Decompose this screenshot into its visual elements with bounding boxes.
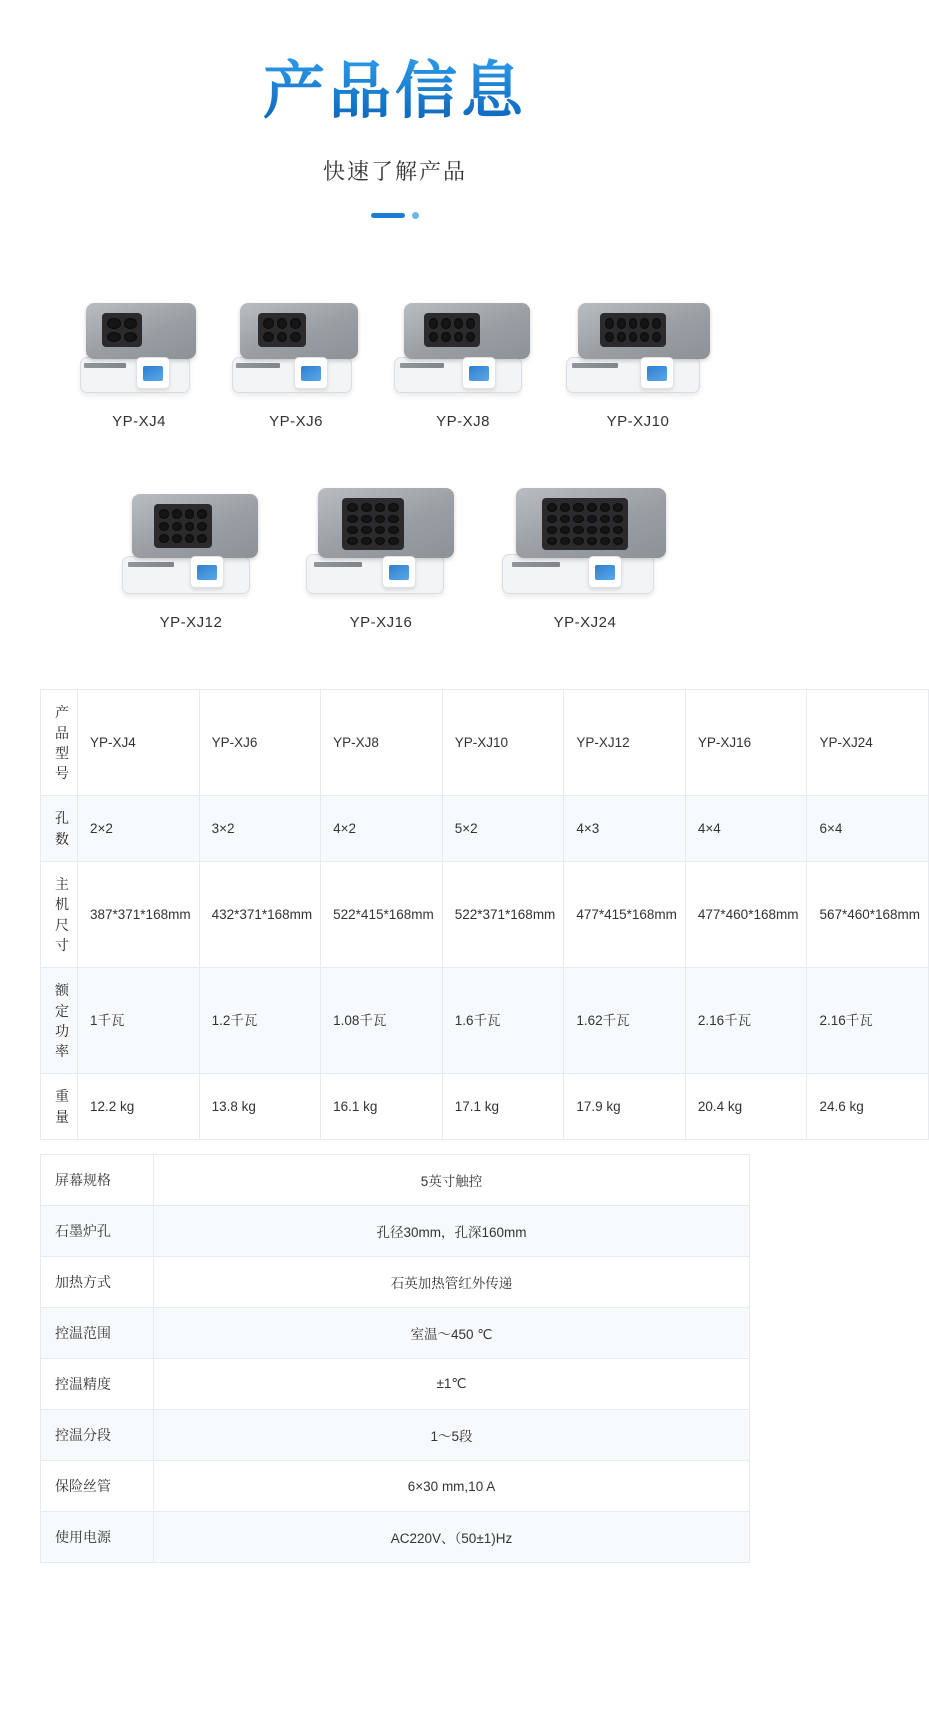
table-cell: YP-XJ16 [685, 690, 807, 796]
row-header: 控温范围 [41, 1308, 154, 1359]
row-header: 重量 [41, 1074, 78, 1140]
well-hole [454, 318, 463, 329]
table-row [41, 1359, 750, 1410]
table-cell: 432*371*168mm [199, 862, 321, 968]
well-hole [361, 515, 372, 523]
well-hole [547, 537, 557, 545]
well-hole [429, 318, 438, 329]
well-hole [605, 332, 614, 343]
well-hole [454, 332, 463, 343]
table-cell: 567*460*168mm [807, 862, 929, 968]
divider-dot-icon [412, 212, 419, 219]
model-comparison-table [40, 689, 929, 1140]
device-top-cover [516, 488, 666, 558]
well-hole [290, 318, 301, 329]
well-hole [347, 515, 358, 523]
well-hole [347, 503, 358, 511]
well-hole [466, 318, 475, 329]
well-hole [388, 515, 399, 523]
well-hole [107, 332, 121, 343]
well-hole [375, 515, 386, 523]
device-top-cover [318, 488, 454, 558]
table-row [41, 1461, 750, 1512]
table-row [41, 690, 929, 796]
device-well-plate [102, 313, 142, 347]
device-top-cover [86, 303, 196, 359]
well-hole [600, 526, 610, 534]
device-top-cover [240, 303, 358, 359]
well-hole [587, 503, 597, 511]
well-hole [547, 526, 557, 534]
table-cell: 2×2 [78, 796, 200, 862]
product-caption: YP-XJ8 [436, 413, 490, 431]
well-hole [547, 503, 557, 511]
well-hole [652, 332, 661, 343]
table-cell: 1.6千瓦 [442, 968, 564, 1074]
well-hole [172, 534, 182, 543]
table-row [41, 1257, 750, 1308]
well-hole [277, 332, 288, 343]
product-caption: YP-XJ16 [349, 614, 413, 632]
well-hole [587, 515, 597, 523]
device-brand-label [400, 363, 444, 368]
device-screen [301, 366, 320, 382]
well-hole [361, 503, 372, 511]
specification-tables [40, 689, 921, 1563]
device-control-panel [190, 556, 224, 588]
table-cell: 17.1 kg [442, 1074, 564, 1140]
product-item [388, 283, 538, 430]
well-hole [613, 526, 623, 534]
page-subtitle: 快速了解产品 [322, 159, 467, 185]
device-well-plate [542, 498, 628, 550]
device-image-yp-xj4 [74, 283, 204, 393]
product-item [116, 474, 266, 631]
table-cell: 4×4 [685, 796, 807, 862]
well-hole [600, 503, 610, 511]
device-brand-label [572, 363, 618, 368]
device-image-yp-xj6 [226, 283, 366, 393]
row-header: 加热方式 [41, 1257, 154, 1308]
well-hole [613, 515, 623, 523]
row-header: 使用电源 [41, 1512, 154, 1563]
table-row [41, 1410, 750, 1461]
well-hole [277, 318, 288, 329]
well-hole [263, 318, 274, 329]
table-cell: YP-XJ4 [78, 690, 200, 796]
device-well-plate [342, 498, 404, 550]
gallery-row-2 [0, 468, 790, 631]
table-cell: 4×3 [564, 796, 686, 862]
well-hole [617, 318, 626, 329]
table-cell: 477*460*168mm [685, 862, 807, 968]
table-cell: 20.4 kg [685, 1074, 807, 1140]
well-hole [172, 522, 182, 531]
table-cell: 1.2千瓦 [199, 968, 321, 1074]
common-specs-table [40, 1154, 750, 1563]
well-hole [652, 318, 661, 329]
well-hole [441, 332, 450, 343]
device-screen [469, 366, 488, 382]
well-hole [605, 318, 614, 329]
well-hole [263, 332, 274, 343]
device-control-panel [294, 357, 328, 389]
well-hole [172, 509, 182, 518]
table-cell: 5英寸触控 [154, 1155, 750, 1206]
device-screen [389, 565, 408, 581]
device-well-plate [424, 313, 480, 347]
well-hole [573, 503, 583, 511]
well-hole [587, 526, 597, 534]
row-header: 控温分段 [41, 1410, 154, 1461]
table-cell: 5×2 [442, 796, 564, 862]
device-image-yp-xj10 [560, 283, 716, 393]
device-base [306, 554, 444, 594]
row-header: 保险丝管 [41, 1461, 154, 1512]
well-hole [197, 534, 207, 543]
table-row [41, 862, 929, 968]
device-control-panel [462, 357, 496, 389]
well-hole [600, 515, 610, 523]
table-cell: 室温～450 ℃ [154, 1308, 750, 1359]
table-cell: 12.2 kg [78, 1074, 200, 1140]
well-hole [197, 509, 207, 518]
well-hole [573, 515, 583, 523]
table-cell: 522*415*168mm [321, 862, 443, 968]
product-item [560, 283, 716, 430]
device-brand-label [512, 562, 560, 567]
well-hole [388, 503, 399, 511]
well-hole [347, 526, 358, 534]
table-cell: 24.6 kg [807, 1074, 929, 1140]
row-header: 孔数 [41, 796, 78, 862]
table-cell: 3×2 [199, 796, 321, 862]
well-hole [361, 537, 372, 545]
table-cell: YP-XJ8 [321, 690, 443, 796]
table-cell: 1.62千瓦 [564, 968, 686, 1074]
well-hole [560, 526, 570, 534]
table-row [41, 1308, 750, 1359]
table-cell: 2.16千瓦 [807, 968, 929, 1074]
well-hole [388, 526, 399, 534]
table-cell: 4×2 [321, 796, 443, 862]
device-brand-label [84, 363, 126, 368]
well-hole [573, 537, 583, 545]
table-cell: 石英加热管红外传递 [154, 1257, 750, 1308]
well-hole [388, 537, 399, 545]
device-well-plate [600, 313, 666, 347]
well-hole [159, 534, 169, 543]
device-screen [595, 565, 614, 581]
gallery-row-1 [0, 283, 790, 430]
device-image-yp-xj12 [116, 474, 266, 594]
well-hole [466, 332, 475, 343]
table-row [41, 1074, 929, 1140]
product-item [300, 468, 462, 631]
device-screen [197, 565, 216, 581]
page-title: 产品信息 [0, 56, 790, 127]
table-cell: 孔径30mm，孔深160mm [154, 1206, 750, 1257]
well-hole [375, 503, 386, 511]
table-cell: YP-XJ12 [564, 690, 686, 796]
product-caption: YP-XJ4 [112, 413, 166, 431]
table-cell: 17.9 kg [564, 1074, 686, 1140]
table-cell: 1千瓦 [78, 968, 200, 1074]
device-image-yp-xj24 [496, 468, 674, 594]
table-cell: 1～5段 [154, 1410, 750, 1461]
product-item [226, 283, 366, 430]
device-control-panel [136, 357, 170, 389]
table-cell: AC220V、（50±1)Hz [154, 1512, 750, 1563]
row-header: 产品型号 [41, 690, 78, 796]
device-control-panel [382, 556, 416, 588]
well-hole [640, 318, 649, 329]
well-hole [441, 318, 450, 329]
well-hole [560, 515, 570, 523]
well-hole [587, 537, 597, 545]
table-cell: 13.8 kg [199, 1074, 321, 1140]
well-hole [375, 526, 386, 534]
well-hole [600, 537, 610, 545]
well-hole [159, 509, 169, 518]
well-hole [613, 503, 623, 511]
product-gallery [0, 283, 790, 631]
row-header: 屏幕规格 [41, 1155, 154, 1206]
row-header: 主机尺寸 [41, 862, 78, 968]
product-item [496, 468, 674, 631]
table-cell: 1.08千瓦 [321, 968, 443, 1074]
table-cell: 522*371*168mm [442, 862, 564, 968]
well-hole [159, 522, 169, 531]
device-image-yp-xj16 [300, 468, 462, 594]
device-brand-label [236, 363, 280, 368]
device-control-panel [640, 357, 674, 389]
table-row [41, 968, 929, 1074]
device-base [502, 554, 654, 594]
well-hole [361, 526, 372, 534]
device-screen [143, 366, 162, 382]
table-cell: 477*415*168mm [564, 862, 686, 968]
device-screen [647, 366, 666, 382]
well-hole [629, 318, 638, 329]
well-hole [197, 522, 207, 531]
well-hole [185, 534, 195, 543]
product-caption: YP-XJ12 [159, 614, 223, 632]
device-top-cover [132, 494, 258, 558]
table-cell: YP-XJ24 [807, 690, 929, 796]
device-well-plate [154, 504, 212, 548]
well-hole [290, 332, 301, 343]
product-caption: YP-XJ24 [553, 614, 617, 632]
table-row [41, 1155, 750, 1206]
well-hole [347, 537, 358, 545]
table-row [41, 1206, 750, 1257]
table-cell: 387*371*168mm [78, 862, 200, 968]
table-cell: 6×4 [807, 796, 929, 862]
well-hole [560, 503, 570, 511]
divider-bar-icon [371, 213, 405, 218]
well-hole [617, 332, 626, 343]
device-image-yp-xj8 [388, 283, 538, 393]
table-row [41, 796, 929, 862]
device-control-panel [588, 556, 622, 588]
page-header [0, 0, 790, 219]
well-hole [429, 332, 438, 343]
product-caption: YP-XJ6 [269, 413, 323, 431]
well-hole [573, 526, 583, 534]
well-hole [375, 537, 386, 545]
table-cell: 6×30 mm,10 A [154, 1461, 750, 1512]
row-header: 石墨炉孔 [41, 1206, 154, 1257]
table-cell: 16.1 kg [321, 1074, 443, 1140]
table-cell: YP-XJ6 [199, 690, 321, 796]
table-cell: ±1℃ [154, 1359, 750, 1410]
well-hole [547, 515, 557, 523]
row-header: 控温精度 [41, 1359, 154, 1410]
table-cell: 2.16千瓦 [685, 968, 807, 1074]
device-brand-label [314, 562, 362, 567]
well-hole [640, 332, 649, 343]
device-brand-label [128, 562, 174, 567]
device-well-plate [258, 313, 306, 347]
well-hole [185, 522, 195, 531]
device-top-cover [404, 303, 530, 359]
well-hole [107, 318, 121, 329]
well-hole [629, 332, 638, 343]
well-hole [613, 537, 623, 545]
product-item [74, 283, 204, 430]
device-top-cover [578, 303, 710, 359]
product-caption: YP-XJ10 [606, 413, 670, 431]
well-hole [124, 332, 138, 343]
table-row [41, 1512, 750, 1563]
row-header: 额定功率 [41, 968, 78, 1074]
well-hole [185, 509, 195, 518]
table-cell: YP-XJ10 [442, 690, 564, 796]
well-hole [124, 318, 138, 329]
well-hole [560, 537, 570, 545]
section-divider [0, 212, 790, 219]
